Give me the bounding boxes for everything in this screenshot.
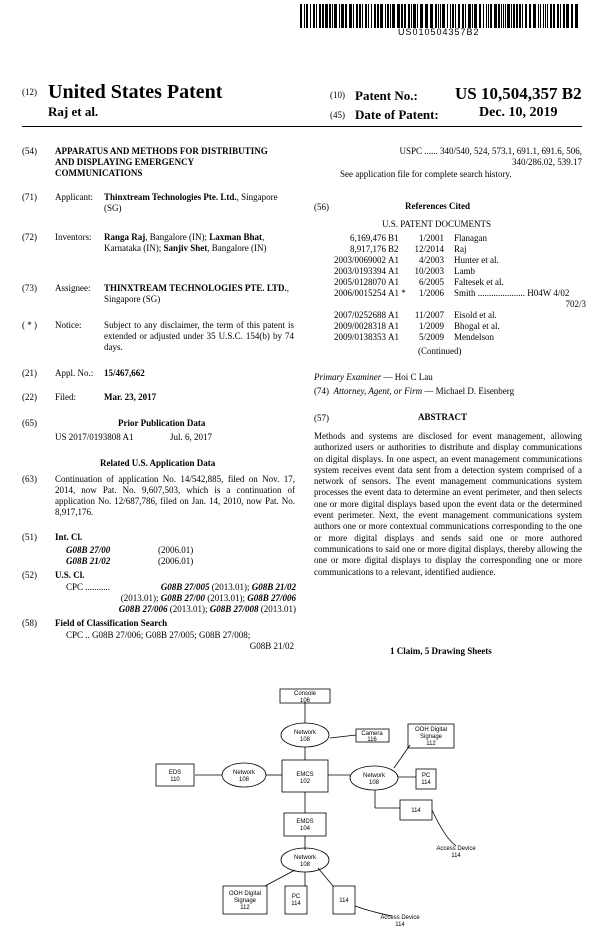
inventor-short: Raj et al. xyxy=(48,104,99,119)
emcs-ref: 102 xyxy=(299,779,311,785)
reference-kind: A1 xyxy=(388,332,399,342)
emcs-label: EMCS xyxy=(296,772,314,778)
pc-ref: 114 xyxy=(421,780,431,786)
invention-title: APPARATUS AND METHODS FOR DISTRIBUTING AND DISPLAYING EMERGENCY COMMUNICATIONS xyxy=(55,146,268,178)
applicant-location: , Singapore (SG) xyxy=(104,192,278,213)
ooh-label: OOH Digital xyxy=(414,727,448,733)
access-device-label: Access Device xyxy=(436,846,476,852)
reference-kind: A1 xyxy=(388,310,399,320)
intcl-version: (2006.01) xyxy=(158,545,194,555)
claims-summary: 1 Claim, 5 Drawing Sheets xyxy=(390,646,492,656)
intcl-class: G08B 27/00 xyxy=(66,545,111,555)
notice-label: Notice: xyxy=(55,320,82,330)
continued-label: (Continued) xyxy=(418,346,462,356)
inventors-value xyxy=(104,232,294,254)
prior-pub-heading: Prior Publication Data xyxy=(118,418,206,428)
related-heading: Related U.S. Application Data xyxy=(100,458,216,468)
pc-label: PC xyxy=(291,894,301,900)
network-label: Network xyxy=(232,770,256,776)
reference-number: 8,917,176 xyxy=(350,244,386,254)
assignee-location: , Singapore (SG) xyxy=(104,283,290,304)
prior-pub-date: Jul. 6, 2017 xyxy=(170,432,213,442)
code-51: (51) xyxy=(22,532,37,542)
notice-text: Subject to any disclaimer, the term of this patent is extended or adjusted under 35 U.S.C. 154(b) by 74 days. xyxy=(104,320,294,352)
reference-row xyxy=(326,244,586,255)
cpc-lead: CPC ........... xyxy=(66,582,111,592)
notice-code: ( * ) xyxy=(22,320,37,330)
network-ref: 108 xyxy=(238,777,250,783)
reference-number: 6,169,476 xyxy=(350,233,386,243)
barcode-image xyxy=(300,4,580,28)
reference-name: 702/3 xyxy=(565,299,586,309)
code-10: (10) xyxy=(330,90,345,100)
reference-kind: B2 xyxy=(388,244,399,254)
patent-date: Dec. 10, 2019 xyxy=(479,105,558,120)
patent-title-heading: United States Patent xyxy=(48,81,223,103)
patent-no-label: Patent No.: xyxy=(355,88,418,103)
header-rule xyxy=(22,126,582,127)
network-label: Network xyxy=(362,773,386,779)
barcode-number: US010504357B2 xyxy=(398,27,480,37)
reference-date: 6/2005 xyxy=(418,277,444,287)
intcl-version: (2006.01) xyxy=(158,556,194,566)
reference-name: Mendelson xyxy=(454,332,494,342)
reference-kind: A1 xyxy=(388,277,399,287)
network-ref: 108 xyxy=(299,862,311,868)
reference-row xyxy=(326,266,586,277)
cpc-version: (2013.01); xyxy=(209,582,252,592)
cpc-line2 xyxy=(66,593,296,604)
patent-number: US 10,504,357 B2 xyxy=(455,84,582,103)
continuation-text: Continuation of application No. 14/542,885, filed on Nov. 17, 2014, now Pat. No. 9,607,503, which is a continuation of application No. 12/687,786, filed on Jan. 14, 2010, now Pat. No. 8,917,176. xyxy=(55,474,295,517)
uspc-line2: 340/286.02, 539.17 xyxy=(511,157,582,167)
eds-ref: 110 xyxy=(170,777,180,783)
code-71: (71) xyxy=(22,192,37,202)
attorney-label: Attorney, Agent, or Firm xyxy=(333,386,423,396)
reference-name: Lamb xyxy=(454,266,475,276)
reference-date: 10/2003 xyxy=(414,266,444,276)
console-label: Console xyxy=(293,691,317,697)
reference-date: 1/2009 xyxy=(418,321,444,331)
network-label: Network xyxy=(293,855,317,861)
code-45: (45) xyxy=(330,110,345,120)
cpc-class: G08B 27/006 xyxy=(247,593,296,603)
code-52: (52) xyxy=(22,570,37,580)
ooh-ref: 112 xyxy=(426,741,436,747)
cpc-class: G08B 27/006 xyxy=(118,604,168,614)
code-21: (21) xyxy=(22,368,37,378)
reference-date: 11/2007 xyxy=(414,310,444,320)
reference-kind: A1 xyxy=(388,255,399,265)
prior-pub-number: US 2017/0193808 A1 xyxy=(55,432,134,442)
reference-kind: A1 xyxy=(388,321,399,331)
reference-number: 2005/0128070 xyxy=(333,277,386,287)
code-63: (63) xyxy=(22,474,37,484)
reference-kind: A1 xyxy=(388,266,399,276)
see-application: See application file for complete search history. xyxy=(340,169,512,179)
reference-row xyxy=(326,332,586,343)
reference-number: 2009/0138353 xyxy=(333,332,386,342)
applicant-value xyxy=(104,192,294,214)
reference-name: Raj xyxy=(454,244,467,254)
network-ref: 108 xyxy=(299,737,311,743)
access-device-label: Access Device xyxy=(380,915,420,921)
reference-row xyxy=(326,299,586,310)
code-72: (72) xyxy=(22,232,37,242)
intcl-label: Int. Cl. xyxy=(55,532,83,542)
field-search-line1: CPC .. G08B 27/006; G08B 27/005; G08B 27/008; xyxy=(66,630,251,640)
cpc-class: G08B 21/02 xyxy=(251,582,296,592)
field-search-label: Field of Classification Search xyxy=(55,618,168,628)
attorney-line xyxy=(314,386,514,397)
inventor-name: Laxman Bhat xyxy=(209,232,263,242)
field-search-line2: G08B 21/02 xyxy=(249,641,294,651)
ooh-ref: 112 xyxy=(240,905,250,911)
date-label: Date of Patent: xyxy=(355,107,439,122)
reference-date: 1/2006 xyxy=(418,288,444,298)
reference-name: Flanagan xyxy=(454,233,487,243)
code-74: (74) xyxy=(314,386,329,396)
code-65: (65) xyxy=(22,418,37,428)
emds-label: EMDS xyxy=(296,819,314,825)
reference-name: Faltesek et al. xyxy=(454,277,504,287)
inventor-name: Ranga Raj xyxy=(104,232,146,242)
appl-no-label: Appl. No.: xyxy=(55,368,94,378)
reference-number: 2003/0069002 xyxy=(333,255,386,265)
access-device-ref: 114 xyxy=(395,922,405,928)
cpc-line1 xyxy=(66,582,296,593)
cpc-class: G08B 27/005 xyxy=(160,582,210,592)
reference-name: Smith ..................... H04W 4/02 xyxy=(454,288,570,298)
reference-date: 1/2001 xyxy=(418,233,444,243)
cpc-version: (2013.01); xyxy=(167,604,210,614)
primary-examiner xyxy=(314,372,433,383)
reference-date: 12/2014 xyxy=(414,244,444,254)
ooh-label: Signage xyxy=(233,898,257,904)
filed-label: Filed: xyxy=(55,392,77,402)
us-docs-heading: U.S. PATENT DOCUMENTS xyxy=(382,219,492,229)
pc-ref: 114 xyxy=(291,901,301,907)
reference-number: 2003/0193394 xyxy=(333,266,386,276)
attorney-name: — Michael D. Eisenberg xyxy=(422,386,515,396)
code-12: (12) xyxy=(22,87,37,97)
reference-number: 2007/0252688 xyxy=(333,310,386,320)
inventor-name: Sanjiv Shet xyxy=(163,243,208,253)
abstract-text: Methods and systems are disclosed for event management, allowing authorized users or authorities to distribute and display communications on digital displays. In one aspect, an event management communications system receives event data sent from a detection system comprised of a network of sensors. The event management communications system processes the event data to determine an event perimeter, and then selects one or more digital displays based upon the event data or the determined event perimeter. Next, the event management communications system authors one or more contextual communications corresponding to the one or more digital displays and sends said one or more authored communications to said one or more digital displays, thereby allowing the one or more digital displays to display the corresponding one or more communications to a relevant, identified audience. xyxy=(314,431,582,577)
assignee-value xyxy=(104,283,296,305)
reference-row xyxy=(326,288,586,299)
access-device-ref: 114 xyxy=(451,853,461,859)
camera-ref: 116 xyxy=(367,737,377,743)
abstract-heading: ABSTRACT xyxy=(418,412,468,422)
cpc-line3 xyxy=(66,604,296,615)
camera-label: Camera xyxy=(361,731,383,737)
reference-row xyxy=(326,277,586,288)
reference-number: 2009/0028318 xyxy=(333,321,386,331)
emds-ref: 104 xyxy=(299,826,311,832)
intcl-class: G08B 21/02 xyxy=(66,556,111,566)
eds-label: EDS xyxy=(168,770,182,776)
examiner-name: — Hoi C Lau xyxy=(381,372,433,382)
code-73: (73) xyxy=(22,283,37,293)
assignee-name: THINXTREAM TECHNOLOGIES PTE. LTD. xyxy=(104,283,287,293)
reference-row xyxy=(326,255,586,266)
access-box-label: 114 xyxy=(339,898,349,904)
code-54: (54) xyxy=(22,146,37,156)
inventors-label: Inventors: xyxy=(55,232,92,242)
cpc-version: (2013.01) xyxy=(258,604,296,614)
reference-row xyxy=(326,233,586,244)
reference-date: 4/2003 xyxy=(418,255,444,265)
ooh-label: OOH Digital xyxy=(228,891,262,897)
assignee-label: Assignee: xyxy=(55,283,91,293)
code-58: (58) xyxy=(22,618,37,628)
cpc-version: (2013.01); xyxy=(120,593,161,603)
access-box-label: 114 xyxy=(411,808,421,814)
reference-row xyxy=(326,321,586,332)
network-ref: 108 xyxy=(368,780,380,786)
pc-label: PC xyxy=(421,773,431,779)
network-label: Network xyxy=(293,730,317,736)
reference-number: 2006/0015254 xyxy=(333,288,386,298)
reference-name: Eisold et al. xyxy=(454,310,497,320)
filed-value: Mar. 23, 2017 xyxy=(104,392,157,402)
uscl-label: U.S. Cl. xyxy=(55,570,85,580)
ooh-label: Signage xyxy=(419,734,443,740)
reference-name: Hunter et al. xyxy=(454,255,499,265)
uspc-line1: USPC ...... 340/540, 524, 573.1, 691.1, 691.6, 506, xyxy=(399,146,582,156)
code-56: (56) xyxy=(314,202,329,212)
applicant-label: Applicant: xyxy=(55,192,93,202)
inventor-location: , Bangalore (IN) xyxy=(207,243,267,253)
console-ref: 106 xyxy=(299,698,311,704)
cpc-class: G08B 27/00 xyxy=(160,593,205,603)
reference-kind: B1 xyxy=(388,233,399,243)
reference-name: Bhogal et al. xyxy=(454,321,500,331)
references-heading: References Cited xyxy=(405,201,471,211)
reference-kind: A1 * xyxy=(388,288,406,298)
code-57: (57) xyxy=(314,413,329,423)
inventor-location: , Karnataka (IN); xyxy=(104,232,265,253)
inventor-location: , Bangalore (IN); xyxy=(145,232,210,242)
code-22: (22) xyxy=(22,392,37,402)
cpc-class: G08B 27/008 xyxy=(209,604,259,614)
examiner-label: Primary Examiner xyxy=(314,372,382,382)
reference-date: 5/2009 xyxy=(418,332,444,342)
reference-row xyxy=(326,310,586,321)
applicant-name: Thinxtream Technologies Pte. Ltd. xyxy=(104,192,237,202)
appl-no-value: 15/467,662 xyxy=(104,368,145,378)
cpc-version: (2013.01); xyxy=(204,593,248,603)
